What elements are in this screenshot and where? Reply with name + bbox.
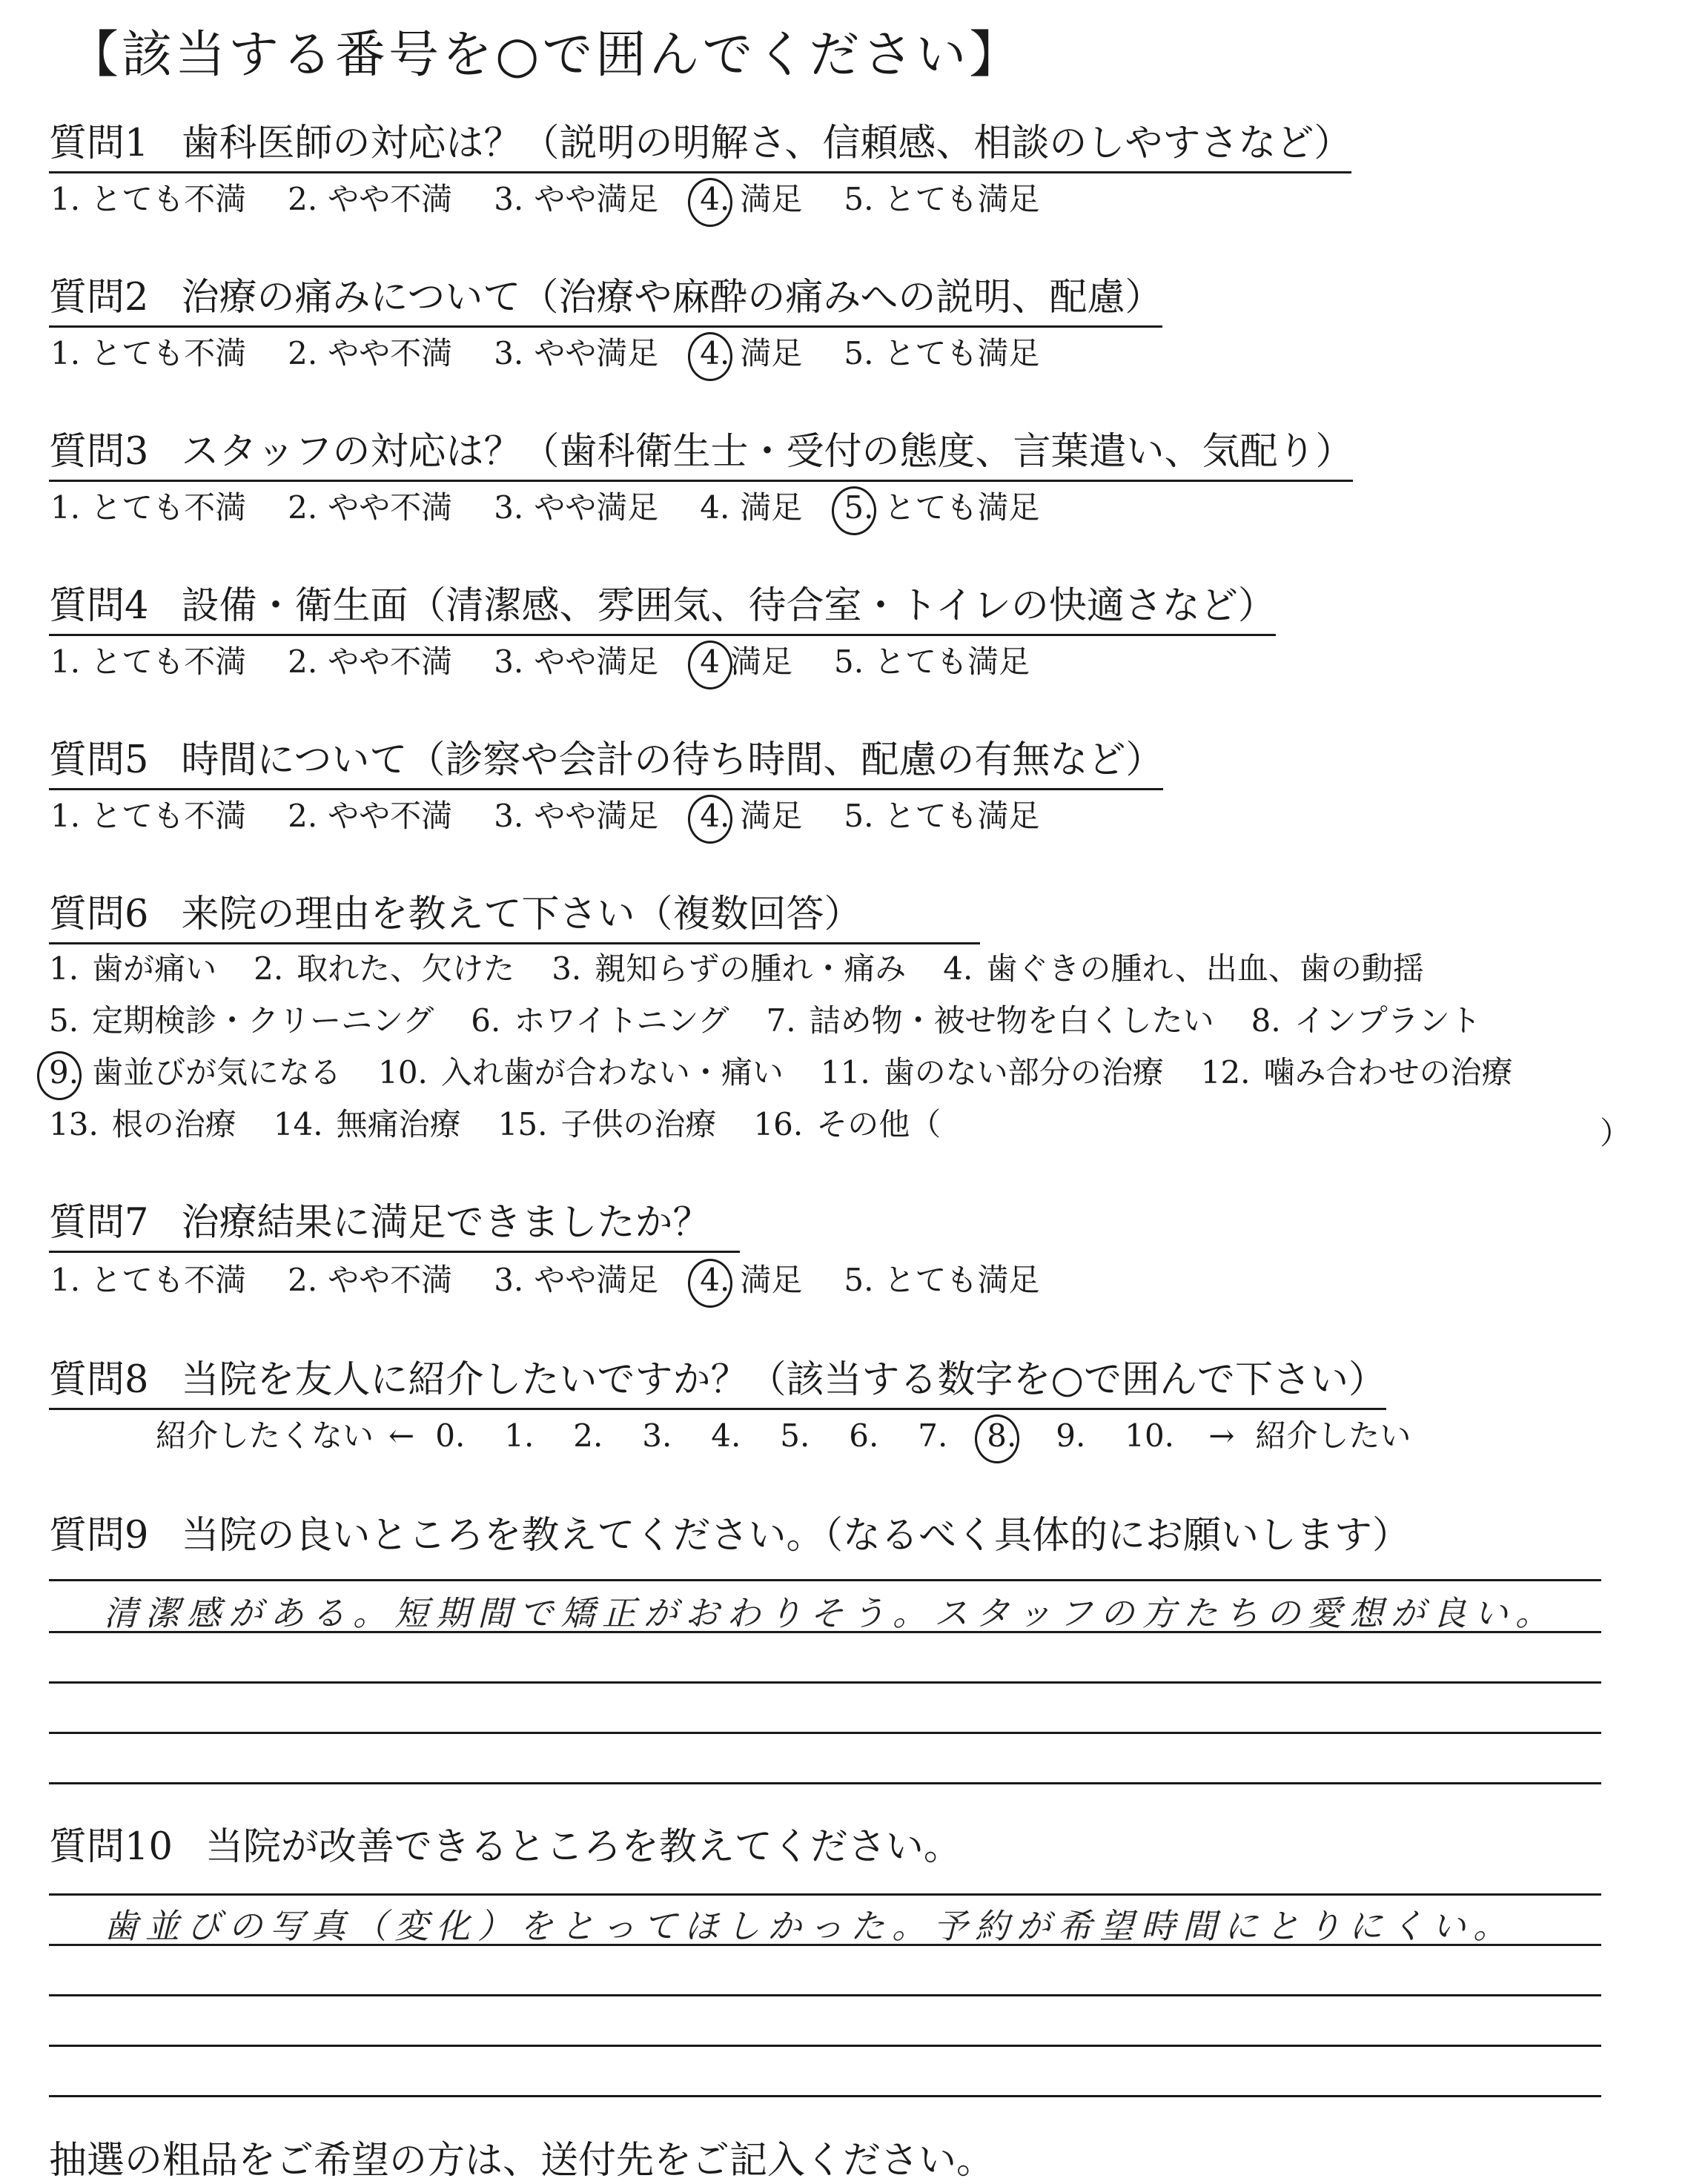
option-number: 4. — [700, 489, 730, 526]
reason-option[interactable] — [820, 1054, 1164, 1091]
question-text: 治療結果に満足できましたか？ — [181, 1201, 711, 1245]
option-label: やや満足 — [534, 335, 659, 371]
answer-line — [49, 1944, 1601, 1946]
question-number: 質問10 — [49, 1825, 173, 1869]
question-number: 質問1 — [49, 122, 149, 165]
option-label: やや不満 — [328, 489, 453, 526]
option-number: 5. — [844, 489, 874, 526]
option-number: 1. — [50, 798, 81, 834]
question-5-options — [50, 798, 1081, 834]
rating-option[interactable] — [844, 798, 1040, 834]
option-label: とても不満 — [90, 181, 247, 217]
option-label: とても満足 — [884, 798, 1040, 834]
question-10-title — [49, 1825, 961, 1875]
question-4-title — [49, 584, 1276, 636]
rating-option[interactable] — [494, 643, 659, 680]
question-9-title — [49, 1514, 1410, 1563]
question-text: 時間について（診察や会計の待ち時間、配慮の有無など） — [181, 738, 1164, 782]
rating-option[interactable] — [494, 489, 659, 526]
option-number: 4 — [700, 643, 721, 680]
question-number: 質問8 — [49, 1358, 149, 1402]
option-number: 2. — [254, 950, 284, 987]
question-1-options — [50, 181, 1081, 217]
reason-row-2 — [49, 1002, 1518, 1039]
option-label: 子供の治療 — [560, 1106, 717, 1142]
option-label: やや満足 — [534, 489, 659, 526]
option-number: 4. — [943, 950, 973, 987]
option-label: 満足 — [740, 798, 803, 834]
reason-option[interactable] — [552, 950, 907, 987]
option-label: 満足 — [730, 643, 793, 680]
question-4-options — [50, 643, 1071, 680]
option-label: 歯並びが気になる — [92, 1054, 342, 1091]
option-number: 3. — [494, 1262, 524, 1298]
scale-right-label: 紹介したい — [1255, 1417, 1411, 1454]
option-label: やや満足 — [534, 798, 659, 834]
option-number: 5. — [49, 1002, 79, 1039]
reason-row-4 — [49, 1106, 978, 1142]
question-text: 治療の痛みについて（治療や麻酔の痛みへの説明、配慮） — [181, 276, 1163, 320]
rating-option[interactable] — [50, 335, 247, 371]
option-number: 16. — [753, 1106, 804, 1142]
option-number: 12. — [1200, 1054, 1251, 1091]
scale-number[interactable]: 10. — [1125, 1417, 1175, 1454]
rating-option[interactable] — [844, 1262, 1040, 1298]
option-number: 3. — [494, 335, 524, 371]
reason-row-3 — [49, 1054, 1550, 1091]
option-label: やや満足 — [534, 643, 659, 680]
question-text: 当院が改善できるところを教えてください。 — [205, 1825, 961, 1869]
reason-option[interactable] — [254, 950, 515, 987]
reason-option[interactable] — [943, 950, 1424, 987]
option-number: 13. — [49, 1106, 99, 1142]
question-number: 質問5 — [49, 738, 149, 782]
option-number: 5. — [844, 181, 874, 217]
question-number: 質問9 — [49, 1514, 149, 1558]
reason-row-1 — [49, 950, 1461, 987]
option-number: 3. — [494, 643, 524, 680]
option-label: やや不満 — [328, 643, 453, 680]
question-2-title — [49, 276, 1163, 328]
question-text: スタッフの対応は？（歯科衛生士・受付の態度、言葉遣い、気配り） — [181, 430, 1354, 474]
option-number: 1. — [50, 1262, 81, 1298]
option-number: 1. — [49, 950, 79, 987]
option-number: 5. — [844, 1262, 874, 1298]
question-6-title — [49, 893, 980, 944]
rating-option-selected[interactable] — [844, 489, 1040, 526]
rating-option[interactable] — [494, 1262, 659, 1298]
option-number: 4. — [700, 181, 730, 217]
rating-option[interactable] — [494, 335, 659, 371]
option-number: 7. — [766, 1002, 796, 1039]
reason-option[interactable] — [471, 1002, 729, 1039]
option-label: とても不満 — [90, 798, 247, 834]
reason-option[interactable] — [378, 1054, 784, 1091]
option-label: ホワイトニング — [514, 1002, 729, 1039]
question-number: 質問7 — [49, 1201, 149, 1245]
option-label: とても不満 — [90, 643, 247, 680]
reason-option[interactable] — [49, 1002, 434, 1039]
option-number: 8. — [1251, 1002, 1281, 1039]
option-number: 2. — [288, 335, 318, 371]
option-label: 噛み合わせの治療 — [1263, 1054, 1513, 1091]
right-arrow-icon: → — [1208, 1417, 1235, 1454]
option-number: 1. — [50, 489, 81, 526]
question-text: 来院の理由を教えて下さい（複数回答） — [181, 893, 862, 936]
answer-line — [49, 1681, 1601, 1684]
question-text: 当院を友人に紹介したいですか？（該当する数字を○で囲んで下さい） — [181, 1358, 1386, 1402]
answer-line — [49, 1782, 1601, 1784]
option-number: 2. — [288, 1262, 318, 1298]
option-number: 4. — [700, 798, 730, 834]
option-number: 15. — [497, 1106, 548, 1142]
option-number: 2. — [288, 643, 318, 680]
rating-option[interactable] — [50, 1262, 247, 1298]
option-label: 歯ぐきの腫れ、出血、歯の動揺 — [986, 950, 1424, 987]
option-number: 5. — [844, 335, 874, 371]
option-number: 2. — [288, 181, 318, 217]
scale-number[interactable]: 2. — [573, 1417, 603, 1454]
reason-option[interactable] — [49, 1106, 236, 1142]
rating-option[interactable] — [288, 643, 453, 680]
option-label: とても満足 — [884, 181, 1040, 217]
option-number: 5. — [834, 643, 864, 680]
question-text: 当院の良いところを教えてください。（なるべく具体的にお願いします） — [181, 1514, 1410, 1558]
option-label: 取れた、欠けた — [297, 950, 515, 987]
scale-left-label: 紹介したくない — [156, 1417, 374, 1454]
question-3-options — [50, 489, 1081, 526]
question-5-title — [49, 738, 1164, 790]
form-heading: 【該当する番号を○で囲んでください】 — [68, 26, 1023, 85]
rating-option-selected[interactable] — [700, 1262, 803, 1298]
scale-number[interactable]: 9. — [1056, 1417, 1086, 1454]
option-label: やや不満 — [328, 1262, 453, 1298]
rating-option[interactable] — [288, 335, 453, 371]
reason-option[interactable] — [1251, 1002, 1481, 1039]
question-8-title — [49, 1358, 1386, 1410]
option-number: 1. — [50, 335, 81, 371]
rating-option[interactable] — [50, 489, 247, 526]
footer-note: 抽選の粗品をご希望の方は、送付先をご記入ください。 — [49, 2139, 995, 2183]
rating-option[interactable] — [844, 181, 1040, 217]
rating-option[interactable] — [50, 798, 247, 834]
option-label: 満足 — [740, 181, 803, 217]
option-number: 6. — [471, 1002, 501, 1039]
option-label: 入れ歯が合わない・痛い — [440, 1054, 784, 1091]
rating-option[interactable] — [494, 798, 659, 834]
scale-number[interactable]: 1. — [504, 1417, 534, 1454]
option-label: インプラント — [1294, 1002, 1481, 1039]
rating-option[interactable] — [288, 181, 453, 217]
option-number: 5. — [844, 798, 874, 834]
option-number: 14. — [273, 1106, 323, 1142]
rating-option-selected[interactable] — [700, 335, 803, 371]
option-label: とても満足 — [884, 335, 1040, 371]
question-text: 歯科医師の対応は？（説明の明解さ、信頼感、相談のしやすさなど） — [181, 122, 1352, 165]
rating-option[interactable] — [50, 643, 247, 680]
reason-option[interactable] — [273, 1106, 461, 1142]
scale-number[interactable]: 5. — [780, 1417, 810, 1454]
option-label: とても満足 — [874, 643, 1030, 680]
rating-option-selected[interactable] — [700, 181, 803, 217]
recommend-scale — [156, 1417, 1411, 1454]
scale-number[interactable]: 7. — [918, 1417, 948, 1454]
question-number: 質問6 — [49, 893, 149, 936]
scale-number[interactable]: 4. — [711, 1417, 741, 1454]
scale-numbers — [435, 1417, 1194, 1454]
question-number: 質問3 — [49, 430, 149, 474]
other-close-paren: ） — [1600, 1115, 1632, 1151]
option-number: 3. — [494, 489, 524, 526]
option-label: やや満足 — [534, 1262, 659, 1298]
scale-number-selected[interactable]: 8. — [987, 1420, 1056, 1452]
answer-line — [49, 1631, 1601, 1633]
reason-option-selected[interactable] — [49, 1054, 342, 1091]
question-7-options — [50, 1262, 1081, 1298]
option-label: やや不満 — [328, 181, 453, 217]
scale-number[interactable]: 3. — [642, 1417, 672, 1454]
option-number: 9. — [49, 1054, 79, 1091]
question-text: 設備・衛生面（清潔感、雰囲気、待合室・トイレの快適さなど） — [181, 584, 1276, 628]
question-2-options — [50, 335, 1081, 371]
answer-line — [49, 2095, 1601, 2097]
question-number: 質問4 — [49, 584, 149, 628]
answer-line — [49, 1579, 1601, 1581]
option-label: やや満足 — [534, 181, 659, 217]
option-label: 根の治療 — [111, 1106, 236, 1142]
option-label: 詰め物・被せ物を白くしたい — [809, 1002, 1214, 1039]
answer-line — [49, 1893, 1601, 1896]
answer-line — [49, 2045, 1601, 2047]
rating-option[interactable] — [700, 489, 803, 526]
rating-option[interactable] — [288, 1262, 453, 1298]
rating-option[interactable] — [844, 335, 1040, 371]
reason-option[interactable] — [49, 950, 217, 987]
question-number: 質問2 — [49, 276, 149, 320]
answer-line — [49, 1732, 1601, 1734]
option-number: 3. — [494, 181, 524, 217]
question-1-title — [49, 122, 1352, 173]
scale-number[interactable]: 0. — [435, 1417, 466, 1454]
option-label: 満足 — [740, 489, 803, 526]
scale-number[interactable]: 6. — [849, 1417, 879, 1454]
rating-option-selected[interactable] — [700, 643, 793, 680]
option-number: 10. — [378, 1054, 428, 1091]
option-label: とても満足 — [884, 1262, 1040, 1298]
option-label: とても不満 — [90, 1262, 247, 1298]
option-number: 4. — [700, 335, 730, 371]
option-label: 歯が痛い — [92, 950, 217, 987]
improvements-answer[interactable]: 歯並びの写真（変化）をとってほしかった。予約が希望時間にとりにくい。 — [104, 1906, 1515, 1946]
good-points-answer[interactable]: 清潔感がある。短期間で矯正がおわりそう。スタッフの方たちの愛想が良い。 — [104, 1593, 1557, 1633]
option-label: その他（ — [816, 1106, 941, 1142]
reason-option[interactable] — [766, 1002, 1214, 1039]
option-number: 3. — [494, 798, 524, 834]
option-label: 満足 — [740, 335, 803, 371]
option-number: 2. — [288, 489, 318, 526]
option-label: 親知らずの腫れ・痛み — [595, 950, 907, 987]
option-number: 2. — [288, 798, 318, 834]
option-label: やや不満 — [328, 335, 453, 371]
option-label: 満足 — [740, 1262, 803, 1298]
answer-line — [49, 1994, 1601, 1996]
question-3-title — [49, 430, 1354, 482]
rating-option[interactable] — [494, 181, 659, 217]
rating-option[interactable] — [834, 643, 1030, 680]
option-label: とても不満 — [90, 489, 247, 526]
option-label: 定期検診・クリーニング — [92, 1002, 434, 1039]
left-arrow-icon: ← — [388, 1417, 415, 1454]
rating-option-selected[interactable] — [700, 798, 803, 834]
option-number: 1. — [50, 643, 81, 680]
option-number: 11. — [820, 1054, 870, 1091]
option-number: 3. — [552, 950, 582, 987]
option-number: 4. — [700, 1262, 730, 1298]
option-label: やや不満 — [328, 798, 453, 834]
option-label: 無痛治療 — [336, 1106, 461, 1142]
option-number: 1. — [50, 181, 81, 217]
reason-option[interactable] — [753, 1106, 941, 1142]
rating-option[interactable] — [288, 798, 453, 834]
reason-option[interactable] — [497, 1106, 717, 1142]
reason-option[interactable] — [1200, 1054, 1513, 1091]
question-7-title — [49, 1201, 740, 1253]
option-label: とても満足 — [884, 489, 1040, 526]
option-label: 歯のない部分の治療 — [883, 1054, 1164, 1091]
rating-option[interactable] — [288, 489, 453, 526]
rating-option[interactable] — [50, 181, 247, 217]
option-label: とても不満 — [90, 335, 247, 371]
